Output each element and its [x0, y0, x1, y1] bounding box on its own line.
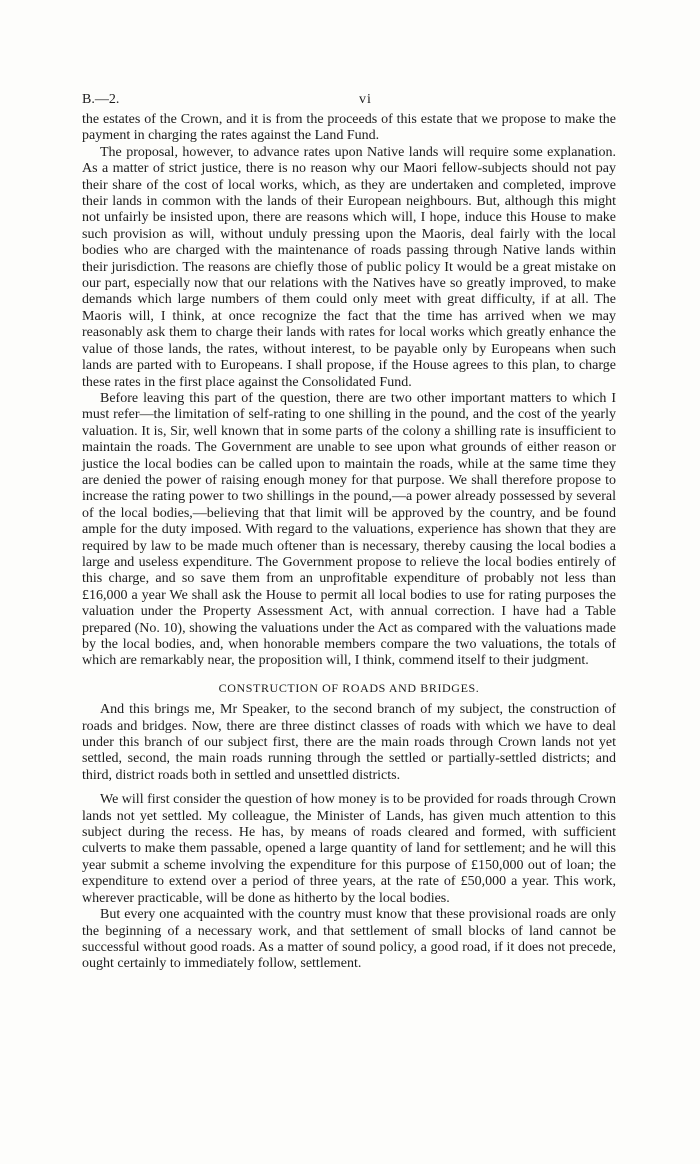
section-heading: CONSTRUCTION OF ROADS AND BRIDGES. — [218, 680, 480, 695]
paragraph-road-classes: And this brings me, Mr Speaker, to the second branch of my subject, the construction of roads and bridges. Now, there are three distinct classes of roads with which we have to deal under this branch of our subject first, there are the main roads through Crown lands not yet settled, second, the main roads running through the settled or partially-settled districts; and third, district roads both in settled and unsettled districts. — [82, 702, 616, 783]
page-header — [82, 92, 616, 112]
document-page — [82, 92, 616, 973]
paragraph-rating-limits: Before leaving this part of the question, there are two other important matters to which I must refer—the limitation of self-rating to one shilling in the pound, and the cost of the yearly valuation. It is, Sir, well known that in some parts of the colony a shilling rate is insufficient to maintain the roads. The Government are unable to see upon what grounds of either reason or justice the local bodies can be called upon to maintain the roads, while at the same time they are denied the power of raising enough money for that purpose. We shall therefore propose to increase the rating power to two shillings in the pound,—a power already possessed by several of the local bodies,—believing that that limit will be approved by the country, and be found ample for the duty imposed. With regard to the valuations, experience has shown that they are required by law to be made much oftener than is necessary, thereby causing the local bodies a large and useless expenditure. The Government propose to relieve the local bodies entirely of this charge, and so save them from an unprofitable expenditure of probably not less than £16,000 a year We shall ask the House to permit all local bodies to use for rating purposes the valuation under the Property Assessment Act, with annual correction. I have had a Table prepared (No. 10), showing the valuations under the Act as compared with the valuations made by the local bodies, and, when honorable members compare the two valuations, the totals of which are remarkably near, the proposition will, I think, commend itself to their judgment. — [82, 390, 616, 669]
paragraph-native-lands: The proposal, however, to advance rates upon Native lands will require some explanation. As a matter of strict justice, there is no reason why our Maori fellow-subjects should not pay their share of the cost of local works, which, as they are undertaken and completed, improve their lands in common with the lands of their European neighbours. But, although this might not unfairly be insisted upon, there are reasons which will, I hope, induce this House to make such provision as will, without unduly pressing upon the Maoris, deal fairly with the local bodies who are charged with the maintenance of roads passing through Native lands within their jurisdiction. The reasons are chiefly those of public policy It would be a great mistake on our part, especially now that our relations with the Natives have so greatly improved, to make demands which large numbers of them could only meet with great difficulty, if at all. The Maoris will, I think, at once recognize the fact that the time has arrived when we may reasonably ask them to charge their lands with rates for local works which greatly enhance the value of those lands, the rates, without interest, to be payable only by Europeans when such lands are parted with to Europeans. I shall propose, if the House agrees to this plan, to charge these rates in the first place against the Consolidated Fund. — [82, 144, 616, 390]
page-number: vi — [359, 92, 372, 107]
document-reference: B.—2. — [82, 92, 120, 107]
paragraph-crown-land-roads: We will first consider the question of how money is to be provided for roads through Crown lands not yet settled. My colleague, the Minister of Lands, has given much attention to this subject during the recess. He has, by means of roads cleared and formed, with sufficient culverts to make them passable, opened a large quantity of land for settlement; and he will this year submit a scheme involving the expenditure for this purpose of £150,000 out of loan; the expenditure to extend over a period of three years, at the rate of £50,000 a year. This work, wherever practicable, will be done as hitherto by the local bodies. — [82, 792, 617, 906]
paragraph-settlement-roads: But every one acquainted with the country must know that these provisional roads are only the beginning of a necessary work, and that settlement of small blocks of land cannot be successful without good roads. As a matter of sound policy, a good road, if it does not precede, ought certainly to immediately follow, settlement. — [82, 907, 616, 972]
paragraph-continuation: the estates of the Crown, and it is from the proceeds of this estate that we propose to make the payment in charging the rates against the Land Fund. — [82, 112, 616, 144]
